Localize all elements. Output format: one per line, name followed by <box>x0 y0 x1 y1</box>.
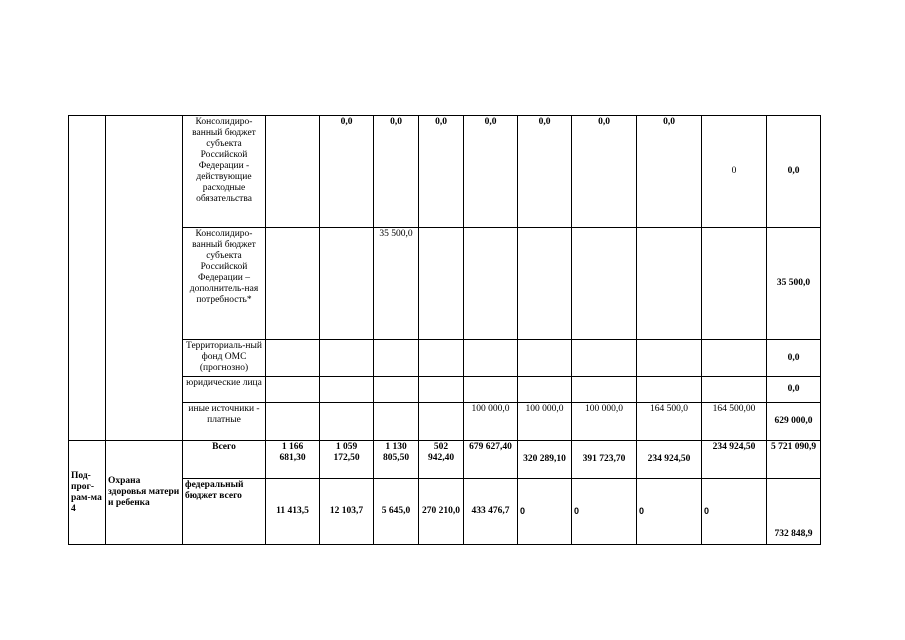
value-cell: 234 924,50 <box>702 441 767 479</box>
value-cell: 100 000,0 <box>572 403 637 441</box>
value-cell <box>572 228 637 340</box>
value-cell: 0,0 <box>637 116 702 228</box>
value-cell <box>572 340 637 377</box>
table-row <box>69 403 882 441</box>
value-cell <box>266 403 320 441</box>
value-cell: 0 <box>572 479 637 545</box>
value-cell: 35 500,0 <box>374 228 419 340</box>
funding-source-cell: юридические лица <box>183 377 266 403</box>
value-cell: 12 103,7 <box>320 479 374 545</box>
value-cell: 502 942,40 <box>419 441 464 479</box>
value-cell: 5 645,0 <box>374 479 419 545</box>
value-cell: 164 500,00 <box>702 403 767 441</box>
total-cell: 35 500,0 <box>767 228 821 340</box>
value-cell <box>419 377 464 403</box>
value-cell <box>419 403 464 441</box>
funding-source-cell: Консолидиро-ванный бюджет субъекта Российской Федерации – дополнитель-ная потребность* <box>183 228 266 340</box>
value-cell <box>266 228 320 340</box>
value-cell <box>320 228 374 340</box>
value-cell <box>518 377 572 403</box>
value-cell: 0,0 <box>374 116 419 228</box>
value-cell: 0,0 <box>419 116 464 228</box>
total-cell: 0,0 <box>767 340 821 377</box>
value-cell: 270 210,0 <box>419 479 464 545</box>
value-cell: 0,0 <box>464 116 518 228</box>
subprogram-code-cell: Под-прог-рам-ма 4 <box>69 441 106 545</box>
value-cell <box>320 403 374 441</box>
value-cell: 391 723,70 <box>572 441 637 479</box>
value-cell: 0,0 <box>572 116 637 228</box>
value-cell: 0,0 <box>320 116 374 228</box>
value-cell <box>266 340 320 377</box>
value-cell <box>637 340 702 377</box>
program-name-cell <box>106 116 183 441</box>
total-cell: 0,0 <box>767 116 821 228</box>
value-cell: 100 000,0 <box>518 403 572 441</box>
value-cell <box>637 377 702 403</box>
value-cell <box>266 116 320 228</box>
funding-source-cell: Всего <box>183 441 266 479</box>
value-cell: 11 413,5 <box>266 479 320 545</box>
funding-source-cell: федеральный бюджет всего <box>183 479 266 545</box>
funding-source-cell: Консолидиро-ванный бюджет субъекта Российской Федерации - действующие расходные обязательства <box>183 116 266 228</box>
budget-table <box>68 115 882 545</box>
value-cell <box>419 228 464 340</box>
value-cell <box>374 340 419 377</box>
value-cell <box>374 377 419 403</box>
total-cell: 732 848,9 <box>767 479 821 545</box>
value-cell <box>702 228 767 340</box>
value-cell <box>464 228 518 340</box>
value-cell: 100 000,0 <box>464 403 518 441</box>
total-cell: 0,0 <box>767 377 821 403</box>
value-cell: 1 059 172,50 <box>320 441 374 479</box>
value-cell: 234 924,50 <box>637 441 702 479</box>
value-cell <box>572 377 637 403</box>
value-cell <box>320 340 374 377</box>
subprogram-name-cell: Охрана здоровья матери и ребенка <box>106 441 183 545</box>
table-row <box>69 116 882 228</box>
value-cell: 320 289,10 <box>518 441 572 479</box>
value-cell: 0 <box>702 479 767 545</box>
table-row <box>69 340 882 377</box>
value-cell: 0,0 <box>518 116 572 228</box>
value-cell <box>464 377 518 403</box>
table-row <box>69 441 882 479</box>
value-cell <box>518 340 572 377</box>
funding-source-cell: иные источники - платные <box>183 403 266 441</box>
funding-source-cell: Территориаль-ный фонд ОМС (прогнозно) <box>183 340 266 377</box>
value-cell <box>702 340 767 377</box>
value-cell: 164 500,0 <box>637 403 702 441</box>
value-cell: 1 130 805,50 <box>374 441 419 479</box>
value-cell: 0 <box>518 479 572 545</box>
value-cell <box>320 377 374 403</box>
value-cell: 0 <box>637 479 702 545</box>
value-cell <box>464 340 518 377</box>
program-code-cell <box>69 116 106 441</box>
value-cell <box>374 403 419 441</box>
table-row <box>69 377 882 403</box>
total-cell: 5 721 090,9 <box>767 441 821 479</box>
value-cell <box>518 228 572 340</box>
value-cell: 679 627,40 <box>464 441 518 479</box>
total-cell: 629 000,0 <box>767 403 821 441</box>
table-row <box>69 228 882 340</box>
value-cell <box>637 228 702 340</box>
value-cell: 0 <box>702 116 767 228</box>
value-cell <box>419 340 464 377</box>
table-row <box>69 479 882 545</box>
value-cell: 433 476,7 <box>464 479 518 545</box>
value-cell <box>702 377 767 403</box>
value-cell: 1 166 681,30 <box>266 441 320 479</box>
value-cell <box>266 377 320 403</box>
